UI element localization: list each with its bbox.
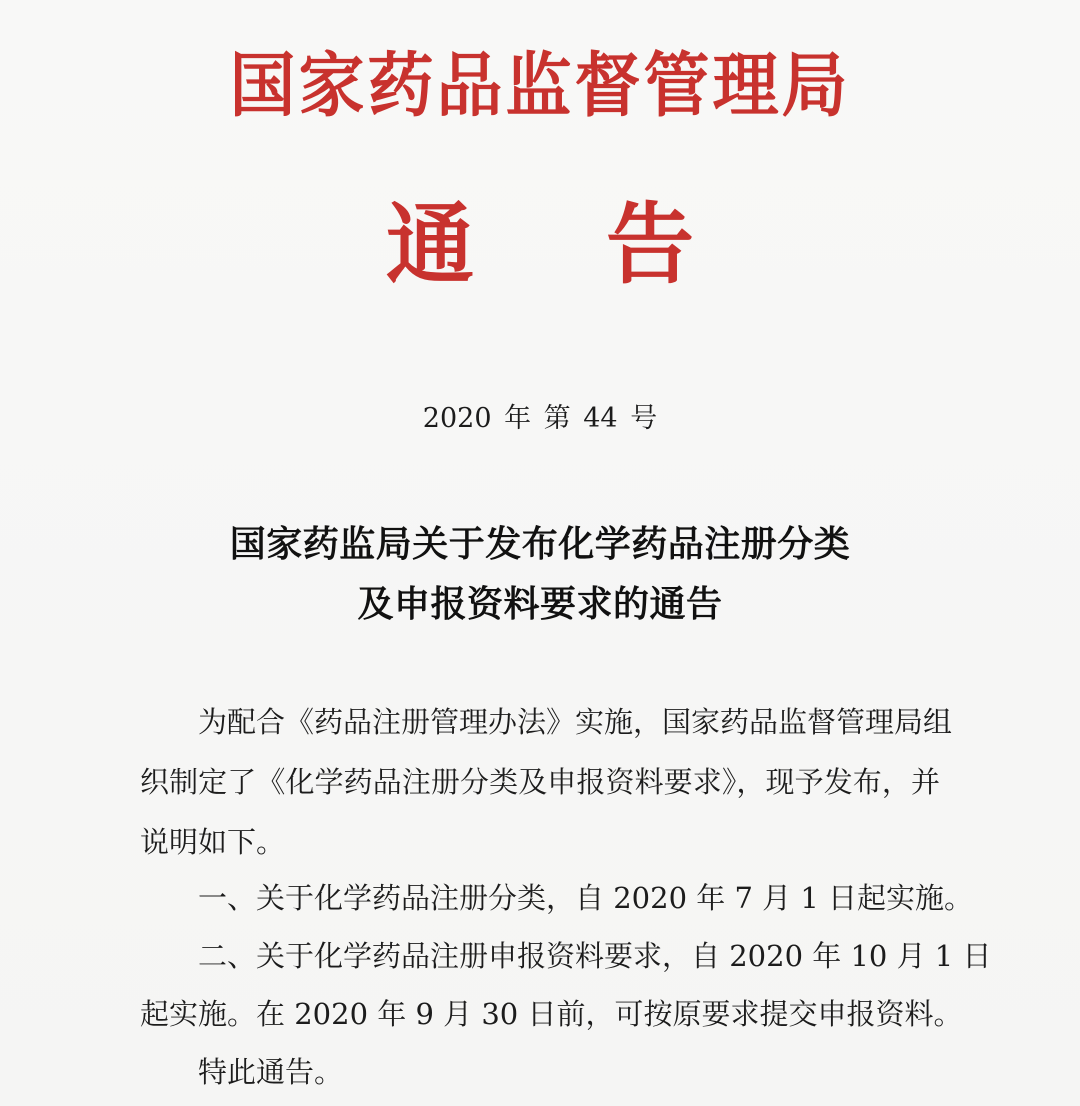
paragraph-1-line-2: 织制定了《化学药品注册分类及申报资料要求》，现予发布，并: [140, 765, 940, 799]
document-title-line-1: 国家药监局关于发布化学药品注册分类: [229, 523, 851, 565]
item-1: 一、关于化学药品注册分类，自 2020 年 7 月 1 日起实施。: [198, 881, 974, 915]
paragraph-1-line-3: 说明如下。: [140, 825, 286, 859]
agency-name-header: 国家药品监督管理局: [229, 43, 851, 127]
document-title-line-2: 及申报资料要求的通告: [357, 583, 723, 625]
paragraph-1-line-1: 为配合《药品注册管理办法》实施，国家药品监督管理局组: [198, 705, 953, 739]
item-2-line-2: 起实施。在 2020 年 9 月 30 日前，可按原要求提交申报资料。: [140, 997, 963, 1031]
item-2-line-1: 二、关于化学药品注册申报资料要求，自 2020 年 10 月 1 日: [198, 939, 992, 973]
document-type-heading: 通告: [385, 192, 826, 296]
document-number: 2020 年 第 44 号: [422, 403, 658, 434]
closing-line: 特此通告。: [198, 1055, 344, 1089]
